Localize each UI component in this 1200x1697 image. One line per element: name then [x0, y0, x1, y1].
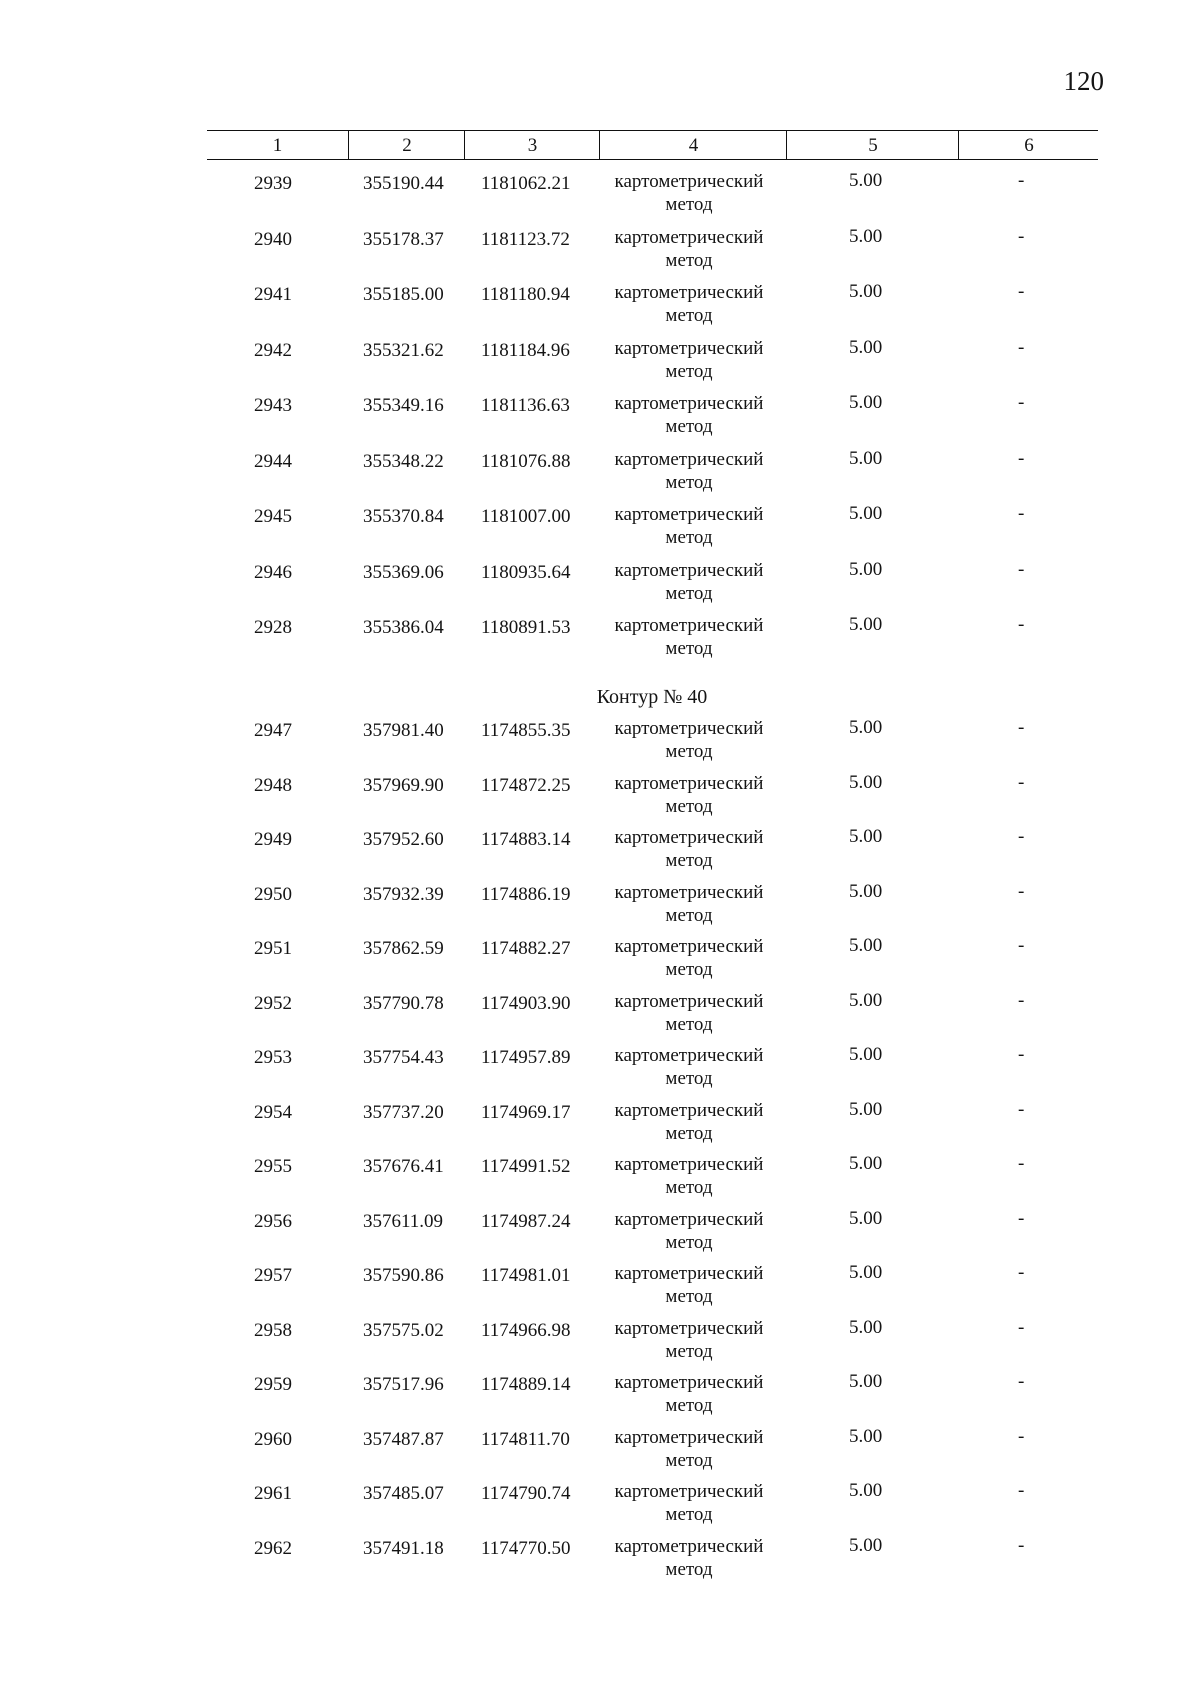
coordinate-y: 1181007.00 [481, 506, 571, 527]
point-number: 2947 [254, 720, 292, 741]
method-line-2: метод [665, 1449, 713, 1471]
method-line-1: картометрический [614, 881, 764, 903]
method-line-2: метод [665, 1286, 713, 1307]
method-line-2: метод [665, 904, 713, 926]
coordinate-y: 1181123.72 [481, 228, 570, 250]
coordinate-y: 1174969.17 [481, 1101, 571, 1123]
coordinate-x: 357737.20 [363, 1101, 444, 1123]
table-row [0, 559, 1200, 609]
method-line-1: картометрический [614, 448, 764, 470]
point-number: 2950 [254, 883, 292, 905]
note-value: - [1018, 717, 1025, 738]
note-value: - [1018, 336, 1025, 358]
point-number: 2939 [254, 173, 292, 194]
column-header-2: 2 [348, 131, 465, 159]
coordinate-y: 1181062.21 [481, 173, 571, 194]
note-value: - [1018, 1425, 1025, 1447]
method-cell [604, 1371, 774, 1417]
point-number: 2958 [254, 1319, 292, 1341]
table-row [0, 1208, 1200, 1258]
point-number: 2941 [254, 284, 292, 305]
column-header-5: 5 [786, 131, 959, 159]
method-line-1: картометрический [614, 772, 764, 794]
accuracy-value: 5.00 [849, 1098, 883, 1120]
method-cell [604, 881, 774, 927]
method-cell [604, 559, 774, 605]
coordinate-y: 1180935.64 [481, 561, 571, 583]
coordinate-y: 1174957.89 [481, 1047, 571, 1068]
coordinate-y: 1181184.96 [481, 339, 570, 361]
method-line-1: картометрический [614, 1154, 764, 1175]
coordinate-y: 1181076.88 [481, 450, 571, 472]
coordinate-x: 355369.06 [363, 561, 444, 583]
method-line-2: метод [665, 1504, 713, 1525]
method-line-1: картометрический [614, 990, 764, 1012]
coordinate-y: 1181180.94 [481, 284, 570, 305]
method-line-1: картометрический [614, 615, 764, 636]
method-cell [604, 1262, 774, 1308]
point-number: 2948 [254, 774, 292, 796]
coordinate-x: 357981.40 [363, 720, 444, 741]
method-cell [604, 170, 774, 216]
method-line-2: метод [665, 1013, 713, 1035]
method-line-2: метод [665, 471, 713, 493]
accuracy-value: 5.00 [849, 880, 883, 902]
note-value: - [1018, 614, 1025, 635]
table-row [0, 503, 1200, 553]
coordinate-y: 1181136.63 [481, 395, 570, 416]
method-line-2: метод [665, 1231, 713, 1253]
accuracy-value: 5.00 [849, 281, 883, 302]
coordinate-y: 1174966.98 [481, 1319, 571, 1341]
method-cell [604, 1480, 774, 1526]
table-row [0, 1044, 1200, 1094]
column-header-1: 1 [272, 135, 283, 156]
point-number: 2951 [254, 938, 292, 959]
table-row [0, 1153, 1200, 1203]
method-line-1: картометрический [614, 393, 764, 414]
method-cell [604, 772, 774, 818]
accuracy-value: 5.00 [849, 1207, 883, 1229]
accuracy-value: 5.00 [849, 935, 883, 956]
coordinate-x: 355185.00 [363, 284, 444, 305]
accuracy-value: 5.00 [849, 170, 883, 191]
table-row [0, 990, 1200, 1040]
method-cell [604, 281, 774, 327]
point-number: 2944 [254, 450, 292, 472]
coordinate-x: 357932.39 [363, 883, 444, 905]
method-line-2: метод [665, 416, 713, 437]
coordinate-y: 1174987.24 [481, 1210, 571, 1232]
accuracy-value: 5.00 [849, 826, 883, 847]
point-number: 2953 [254, 1047, 292, 1068]
coordinate-y: 1174991.52 [481, 1156, 571, 1177]
table-row [0, 1480, 1200, 1530]
coordinate-y: 1174855.35 [481, 720, 571, 741]
note-value: - [1018, 1371, 1025, 1392]
coordinate-x: 357575.02 [363, 1319, 444, 1341]
method-line-1: картометрический [614, 1372, 764, 1393]
accuracy-value: 5.00 [849, 558, 883, 580]
method-line-2: метод [665, 959, 713, 980]
coordinate-y: 1180891.53 [481, 617, 571, 638]
method-cell [604, 448, 774, 494]
coordinate-x: 355190.44 [363, 173, 444, 194]
table-row [0, 717, 1200, 767]
method-cell [604, 1317, 774, 1363]
table-row [0, 281, 1200, 331]
table-row [0, 1099, 1200, 1149]
note-value: - [1018, 1262, 1025, 1283]
method-cell [604, 503, 774, 549]
note-value: - [1018, 170, 1025, 191]
accuracy-value: 5.00 [849, 989, 883, 1011]
note-value: - [1018, 225, 1025, 247]
coordinate-y: 1174811.70 [481, 1428, 570, 1450]
accuracy-value: 5.00 [849, 225, 883, 247]
method-cell [604, 337, 774, 383]
method-line-2: метод [665, 527, 713, 548]
coordinate-y: 1174882.27 [481, 938, 571, 959]
method-cell [604, 717, 774, 763]
coordinate-y: 1174872.25 [481, 774, 571, 796]
method-line-1: картометрический [614, 171, 764, 192]
table-row [0, 881, 1200, 931]
note-value: - [1018, 1480, 1025, 1501]
accuracy-value: 5.00 [849, 1153, 883, 1174]
method-cell [604, 1535, 774, 1581]
method-line-2: метод [665, 1340, 713, 1362]
point-number: 2957 [254, 1265, 292, 1286]
coordinate-x: 355321.62 [363, 339, 444, 361]
accuracy-value: 5.00 [849, 1371, 883, 1392]
table-row [0, 337, 1200, 387]
table-row [0, 935, 1200, 985]
method-line-1: картометрический [614, 827, 764, 848]
coordinate-y: 1174981.01 [481, 1265, 571, 1286]
method-line-1: картометрический [614, 559, 764, 581]
method-cell [604, 226, 774, 272]
note-value: - [1018, 281, 1025, 302]
note-value: - [1018, 503, 1025, 524]
point-number: 2946 [254, 561, 292, 583]
point-number: 2954 [254, 1101, 292, 1123]
accuracy-value: 5.00 [849, 717, 883, 738]
column-header-6: 6 [958, 131, 1099, 159]
method-line-1: картометрический [614, 337, 764, 359]
table-row [0, 1371, 1200, 1421]
accuracy-value: 5.00 [849, 1425, 883, 1447]
method-line-1: картометрический [614, 1099, 764, 1121]
table-row [0, 448, 1200, 498]
note-value: - [1018, 1098, 1025, 1120]
table-row [0, 1426, 1200, 1476]
point-number: 2961 [254, 1483, 292, 1504]
method-cell [604, 614, 774, 660]
accuracy-value: 5.00 [849, 1316, 883, 1338]
accuracy-value: 5.00 [849, 392, 883, 413]
coordinate-x: 357969.90 [363, 774, 444, 796]
method-line-1: картометрический [614, 1263, 764, 1284]
page-number: 120 [1063, 66, 1104, 96]
note-value: - [1018, 826, 1025, 847]
coordinate-x: 355348.22 [363, 450, 444, 472]
contour-heading: Контур № 40 [596, 686, 708, 708]
method-cell [604, 990, 774, 1036]
method-line-1: картометрический [614, 1426, 764, 1448]
accuracy-value: 5.00 [849, 1262, 883, 1283]
note-value: - [1018, 989, 1025, 1011]
method-line-2: метод [665, 194, 713, 215]
point-number: 2960 [254, 1428, 292, 1450]
method-line-2: метод [665, 582, 713, 604]
coordinate-x: 357754.43 [363, 1047, 444, 1068]
note-value: - [1018, 935, 1025, 956]
note-value: - [1018, 880, 1025, 902]
accuracy-value: 5.00 [849, 447, 883, 469]
table-row [0, 226, 1200, 276]
method-line-2: метод [665, 741, 713, 762]
point-number: 2942 [254, 339, 292, 361]
column-header-3: 3 [464, 131, 600, 159]
accuracy-value: 5.00 [849, 1534, 883, 1556]
method-cell [604, 1099, 774, 1145]
table-row [0, 392, 1200, 442]
method-line-1: картометрический [614, 504, 764, 525]
point-number: 2962 [254, 1537, 292, 1559]
coordinate-x: 355370.84 [363, 506, 444, 527]
coordinate-x: 357611.09 [363, 1210, 444, 1232]
table-row [0, 1535, 1200, 1585]
column-header-4: 4 [599, 131, 787, 159]
coordinate-x: 357676.41 [363, 1156, 444, 1177]
coordinate-x: 355349.16 [363, 395, 444, 416]
method-line-2: метод [665, 638, 713, 659]
coordinate-y: 1174889.14 [481, 1374, 571, 1395]
method-line-2: метод [665, 1177, 713, 1198]
method-line-1: картометрический [614, 718, 764, 739]
method-line-2: метод [665, 360, 713, 382]
table-row [0, 1317, 1200, 1367]
point-number: 2955 [254, 1156, 292, 1177]
method-line-1: картометрический [614, 1317, 764, 1339]
table-row [0, 826, 1200, 876]
point-number: 2952 [254, 992, 292, 1014]
method-line-1: картометрический [614, 1045, 764, 1066]
coordinate-y: 1174886.19 [481, 883, 571, 905]
method-line-1: картометрический [614, 1208, 764, 1230]
method-line-2: метод [665, 795, 713, 817]
point-number: 2940 [254, 228, 292, 250]
method-cell [604, 1208, 774, 1254]
method-line-2: метод [665, 1558, 713, 1580]
note-value: - [1018, 392, 1025, 413]
coordinate-x: 357517.96 [363, 1374, 444, 1395]
method-cell [604, 1044, 774, 1090]
method-cell [604, 1153, 774, 1199]
method-cell [604, 1426, 774, 1472]
note-value: - [1018, 1534, 1025, 1556]
point-number: 2945 [254, 506, 292, 527]
method-cell [604, 392, 774, 438]
coordinate-y: 1174770.50 [481, 1537, 571, 1559]
coordinate-y: 1174903.90 [481, 992, 571, 1014]
coordinate-x: 357952.60 [363, 829, 444, 850]
table-row [0, 772, 1200, 822]
method-line-1: картометрический [614, 1481, 764, 1502]
method-line-2: метод [665, 850, 713, 871]
method-line-2: метод [665, 249, 713, 271]
table-header [207, 130, 1098, 160]
note-value: - [1018, 558, 1025, 580]
note-value: - [1018, 1207, 1025, 1229]
coordinate-x: 355386.04 [363, 617, 444, 638]
point-number: 2956 [254, 1210, 292, 1232]
coordinate-y: 1174883.14 [481, 829, 571, 850]
coordinate-x: 357862.59 [363, 938, 444, 959]
method-line-2: метод [665, 1395, 713, 1416]
note-value: - [1018, 771, 1025, 793]
method-line-2: метод [665, 305, 713, 326]
method-line-2: метод [665, 1122, 713, 1144]
coordinate-x: 357485.07 [363, 1483, 444, 1504]
accuracy-value: 5.00 [849, 1480, 883, 1501]
note-value: - [1018, 1044, 1025, 1065]
method-cell [604, 935, 774, 981]
table-row [0, 170, 1200, 220]
accuracy-value: 5.00 [849, 1044, 883, 1065]
accuracy-value: 5.00 [849, 336, 883, 358]
method-line-1: картометрический [614, 282, 764, 303]
point-number: 2928 [254, 617, 292, 638]
accuracy-value: 5.00 [849, 771, 883, 793]
accuracy-value: 5.00 [849, 503, 883, 524]
coordinate-x: 357790.78 [363, 992, 444, 1014]
note-value: - [1018, 1153, 1025, 1174]
method-line-1: картометрический [614, 226, 764, 248]
coordinate-y: 1174790.74 [481, 1483, 571, 1504]
coordinate-x: 355178.37 [363, 228, 444, 250]
table-row [0, 614, 1200, 664]
method-line-1: картометрический [614, 1535, 764, 1557]
point-number: 2949 [254, 829, 292, 850]
coordinate-x: 357487.87 [363, 1428, 444, 1450]
table-row [0, 1262, 1200, 1312]
coordinate-x: 357491.18 [363, 1537, 444, 1559]
note-value: - [1018, 1316, 1025, 1338]
method-line-1: картометрический [614, 936, 764, 957]
method-cell [604, 826, 774, 872]
accuracy-value: 5.00 [849, 614, 883, 635]
coordinate-x: 357590.86 [363, 1265, 444, 1286]
method-line-2: метод [665, 1068, 713, 1089]
point-number: 2959 [254, 1374, 292, 1395]
note-value: - [1018, 447, 1025, 469]
point-number: 2943 [254, 395, 292, 416]
